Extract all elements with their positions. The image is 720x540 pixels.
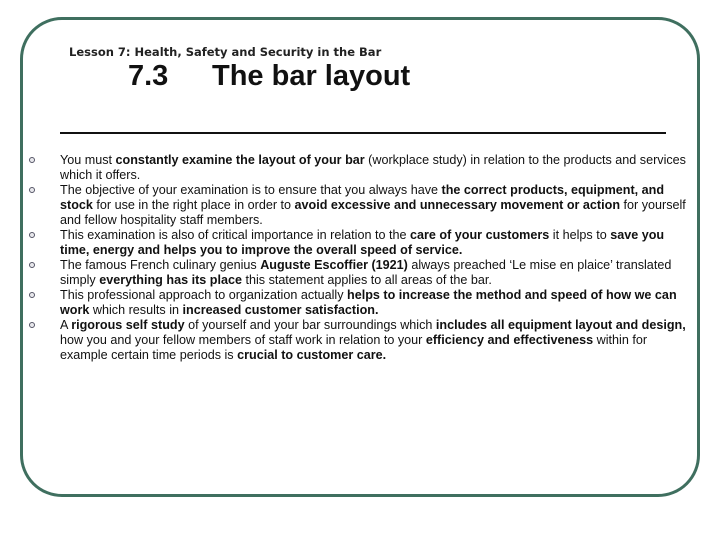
section-title: The bar layout (212, 60, 411, 92)
lesson-header: Lesson 7: Health, Safety and Security in the Bar (69, 45, 382, 59)
bullet-icon (29, 232, 35, 238)
list-item: This examination is also of critical importance in relation to the care of your customers it helps to save you time, energy and helps you to improve the overall speed of service. (29, 228, 689, 258)
list-item: You must constantly examine the layout of your bar (workplace study) in relation to the products and services which it offers. (29, 153, 689, 183)
bullet-icon (29, 157, 35, 163)
slide-title (128, 60, 410, 93)
list-item: The famous French culinary genius Auguste Escoffier (1921) always preached ‘Le mise en plaice’ translated simply everything has its place this statement applies to all areas of the bar. (29, 258, 689, 288)
bullet-icon (29, 187, 35, 193)
bullet-icon (29, 322, 35, 328)
bullet-list (29, 153, 689, 363)
section-number: 7.3 (128, 60, 169, 92)
bullet-icon (29, 292, 35, 298)
bullet-icon (29, 262, 35, 268)
title-divider (60, 132, 666, 134)
list-item: The objective of your examination is to ensure that you always have the correct products, equipment, and stock for use in the right place in order to avoid excessive and unnecessary movement or action for yourself and fellow hospitality staff members. (29, 183, 689, 228)
list-item: A rigorous self study of yourself and your bar surroundings which includes all equipment layout and design, how you and your fellow members of staff work in relation to your efficiency and effectiveness within for example certain time periods is crucial to customer care. (29, 318, 689, 363)
list-item: This professional approach to organization actually helps to increase the method and speed of how we can work which results in increased customer satisfaction. (29, 288, 689, 318)
